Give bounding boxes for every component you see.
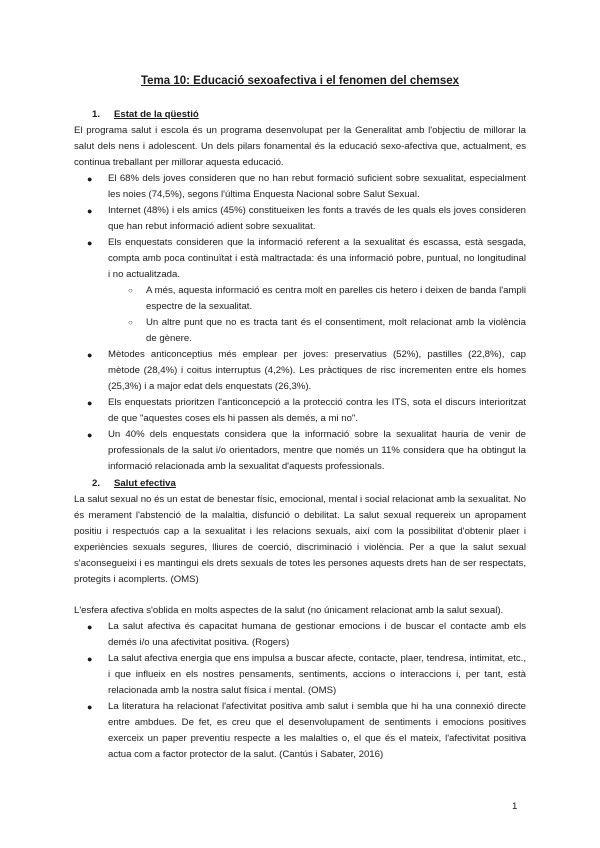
sub-list-item-text: Un altre punt que no es tracta tant és el consentiment, molt relacionat amb la violència de gènere. [146,317,526,344]
document-title: Tema 10: Educació sexoafectiva i el fenomen del chemsex [140,75,460,87]
bullet-icon: ● [87,398,93,408]
bullet-icon: ● [87,206,93,216]
bullet-list-estat [74,171,526,475]
sub-list [108,283,526,347]
list-item [74,427,526,475]
bullet-icon: ● [87,350,93,360]
list-item-text: Un 40% dels enquestats considera que la informació sobre la sexualitat hauria de venir de professionals de la salut i/o orientadors, mentre que només un 11% considera que ha obtingut la informació relacionada amb la sexualitat d'aquests professionals. [108,429,526,472]
sub-list-item [108,283,526,315]
list-item-text: Els enquestats prioritzen l'anticoncepció a la protecció contra les ITS, sota el discurs interioritzat de que "aquestes coses els hi passen als demés, a mi no". [108,397,526,424]
bullet-icon: ● [87,702,93,712]
list-item [74,395,526,427]
list-item-text: La literatura ha relacionat l'afectivitat positiva amb salut i sembla que hi ha una connexió directe entre ambdues. De fet, es creu que el desenvolupament de sentiments i emocions positives exerceix un paper preventiu respecte a les malalties o, el que és el mateix, l'afectivitat positiva actua com a factor protector de la salut. (Cantús i Sabater, 2016) [108,701,526,760]
bullet-list-salut [74,619,526,763]
section-title: Salut efectiva [114,478,176,489]
section-title: Estat de la qüestió [114,109,199,120]
list-item [74,699,526,763]
list-item [74,235,526,347]
bullet-icon: ● [87,238,93,248]
list-item-text: La salut afectiva és capacitat humana de gestionar emocions i de buscar el contacte amb els demés i/o una afectivitat positiva. (Rogers) [108,621,526,648]
page-number: 1 [512,801,518,812]
section-intro: La salut sexual no és un estat de benestar físic, emocional, mental i social relacionat amb la sexualitat. No és merament l'abstenció de la malaltia, disfunció o debilitat. La salut sexual requereix un apropament positiu i respectuós cap a la sexualitat i les relacions sexuals, així com la possibilitat d'obtenir plaer i experiències sexuals segures, lliures de coerció, discriminació i violència. Per a que la salut sexual s'aconsegueixi i es mantingui els drets sexuals de totes les persones aquests drets han de ser respectats, protegits i acomplerts. (OMS) [74,494,526,585]
bullet-icon: ● [87,174,93,184]
list-item [74,651,526,699]
bullet-icon: ● [87,654,93,664]
list-item [74,619,526,651]
list-item [74,347,526,395]
list-item-text: Els enquestats consideren que la informació referent a la sexualitat és escassa, està sesgada, compta amb poca continuïtat i està maltractada: és una informació pobre, puntual, no longitudinal i no actualitzada. [108,237,526,280]
list-item-text: Mètodes anticonceptius més emplear per joves: preservatius (52%), pastilles (22,8%), cap mètode (28,4%) i coitus interruptus (4,2%). Les pràctiques de risc incrementen entre els homes (25,3%) i a major edat dels enquestats (26,3%). [108,349,526,392]
sub-list-item-text: A més, aquesta informació es centra molt en parelles cis hetero i deixen de banda l'ampli espectre de la sexualitat. [146,285,526,312]
section-heading-estat [92,107,199,123]
section-intro: El programa salut i escola és un programa desenvolupat per la Generalitat amb l'objectiu de millorar la salut dels nens i adolescent. Un dels pilars fonamental és la educació sexo-afectiva que, actualment, es continua treballant per millorar aquesta educació. [74,125,526,168]
sub-list-item [108,315,526,347]
hollow-bullet-icon: ○ [128,286,133,295]
section-number: 2. [92,478,101,489]
section-intro-secondary: L'esfera afectiva s'oblida en molts aspectes de la salut (no únicament relacionat amb la salut sexual). [74,605,504,616]
list-item-text: La salut afectiva energia que ens impulsa a buscar afecte, contacte, plaer, tendresa, intimitat, etc., i que influeix en els nostres pensaments, sentiments, accions o interaccions i, per tant, està relacionada amb la nostra salut física i mental. (OMS) [108,653,526,696]
section-heading-salut [92,476,176,492]
section-number: 1. [92,109,101,120]
list-item [74,203,526,235]
hollow-bullet-icon: ○ [128,318,133,327]
bullet-icon: ● [87,430,93,440]
list-item [74,171,526,203]
bullet-icon: ● [87,622,93,632]
list-item-text: El 68% dels joves consideren que no han rebut formació suficient sobre sexualitat, especialment les noies (74,5%), segons l'última Enquesta Nacional sobre Salut Sexual. [108,173,526,200]
list-item-text: Internet (48%) i els amics (45%) constitueixen les fonts a través de les quals els joves consideren que han rebut informació adient sobre sexualitat. [108,205,526,232]
